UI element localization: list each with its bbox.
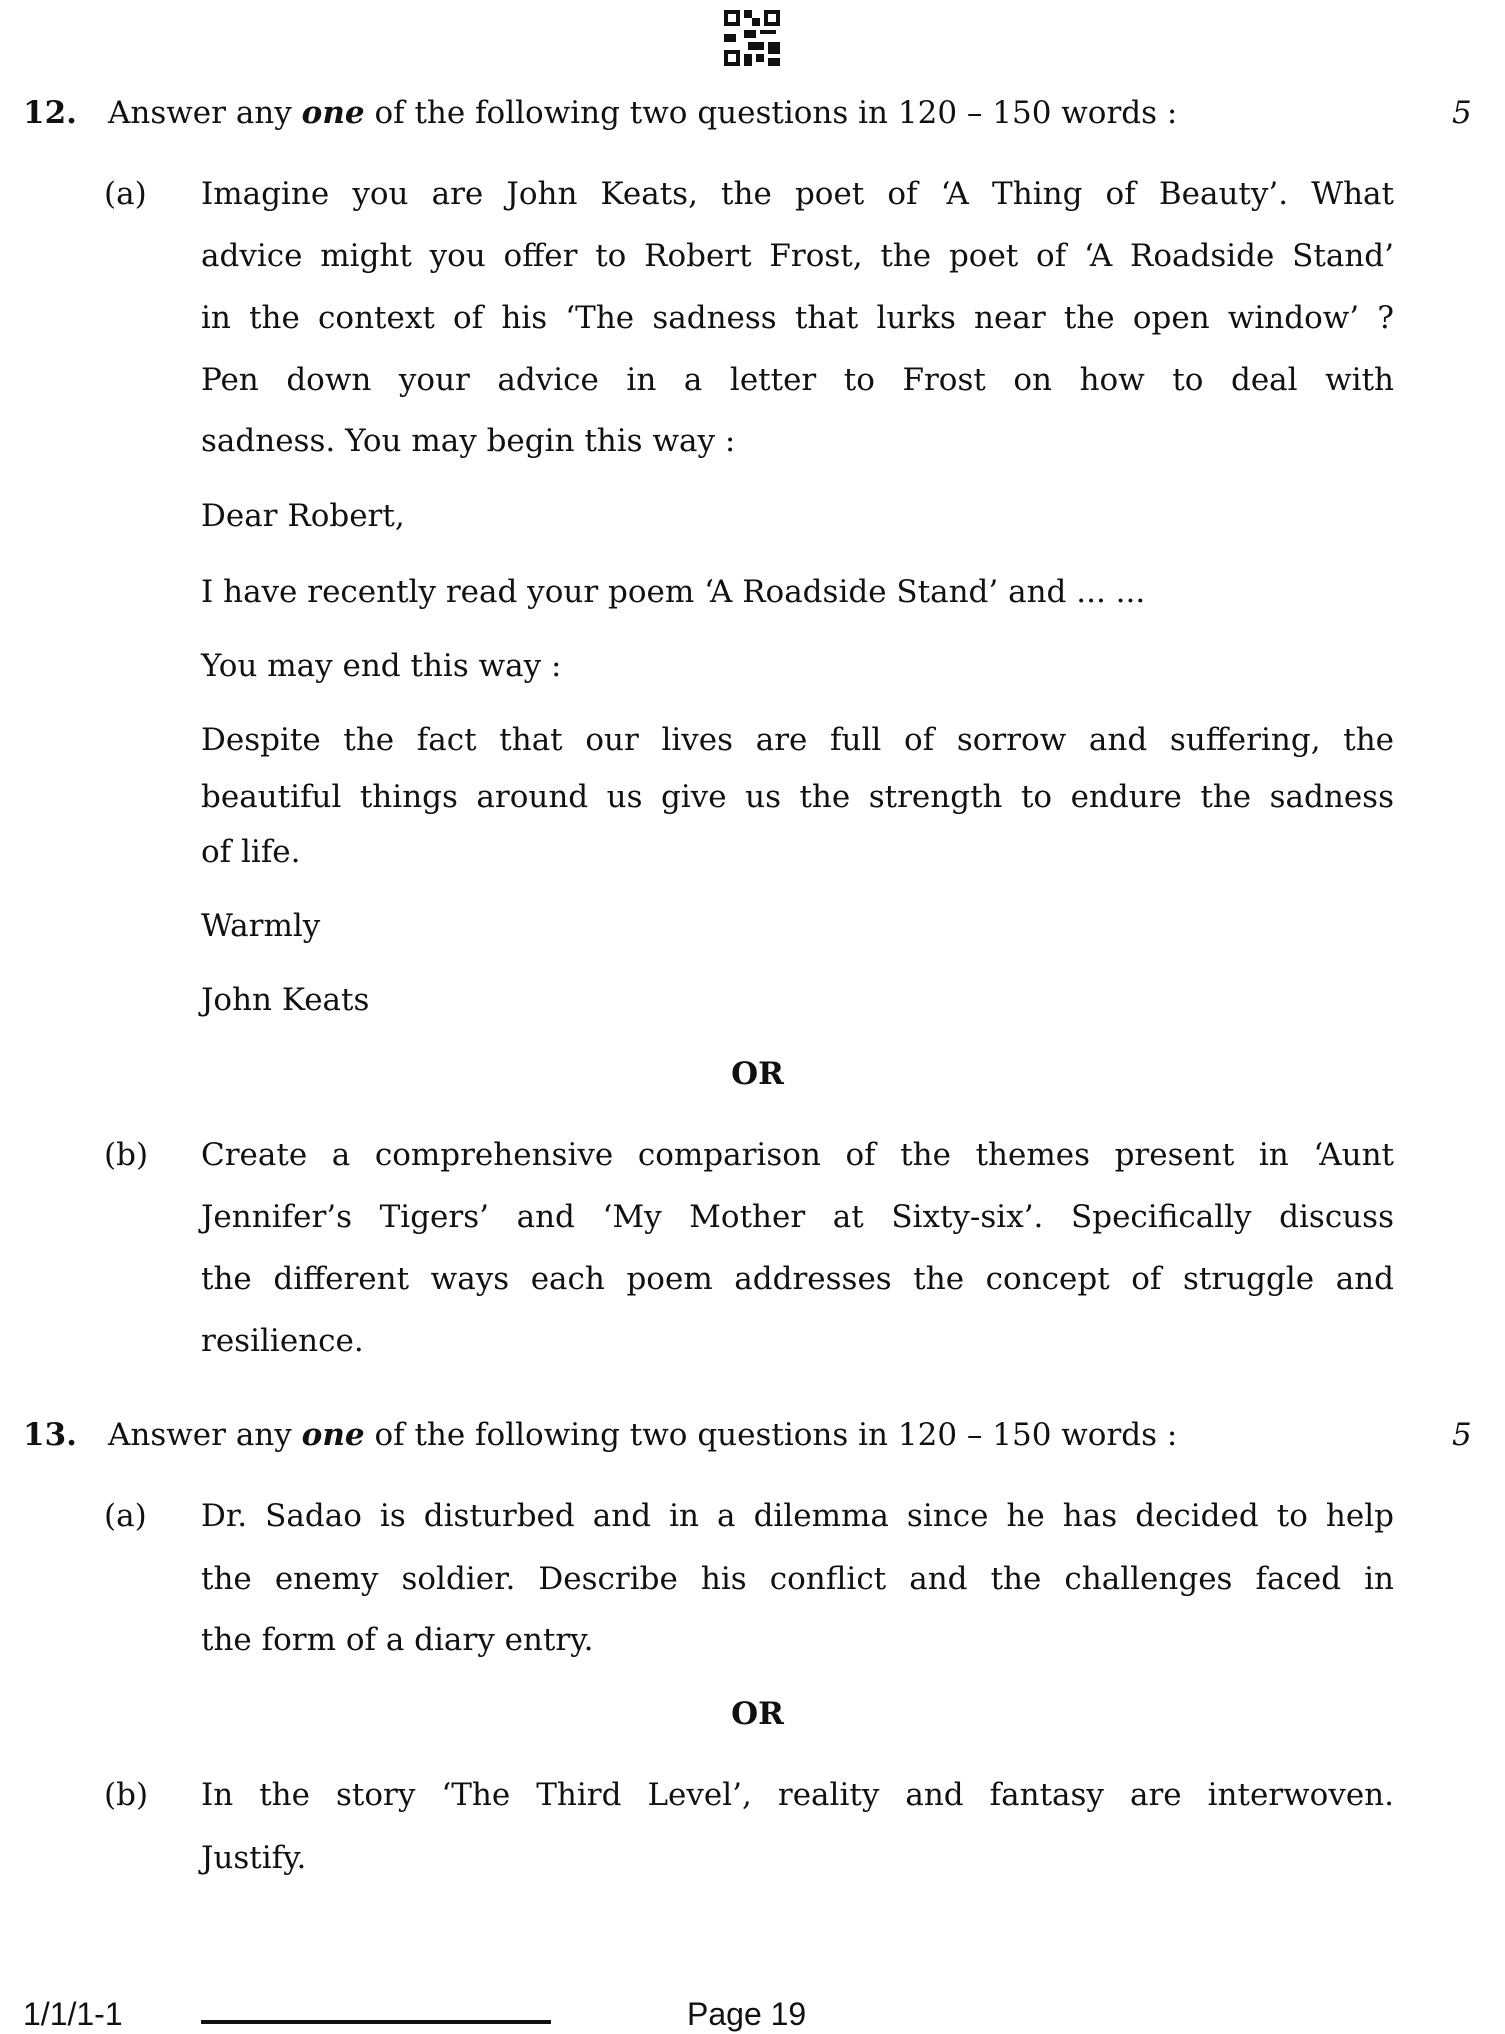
closing-line: of life. — [201, 834, 301, 870]
footer-rule — [201, 2020, 551, 2024]
question-marks: 5 — [1452, 1417, 1472, 1453]
letter-valediction: Warmly — [201, 908, 321, 944]
closing-line: beautiful things around us give us the strength to endure the sadness — [201, 779, 1394, 815]
instruction-text: of the following two questions in 120 – 150 words : — [364, 95, 1178, 131]
option-label: (a) — [104, 176, 147, 212]
letter-salutation: Dear Robert, — [201, 498, 405, 534]
closing-line: Despite the fact that our lives are full of sorrow and suffering, the — [201, 722, 1394, 758]
question-text-line: Pen down your advice in a letter to Frost on how to deal with — [201, 362, 1394, 398]
question-instruction — [108, 95, 1178, 131]
end-instruction: You may end this way : — [201, 648, 562, 684]
question-text-line: resilience. — [201, 1323, 364, 1359]
question-text-line: in the context of his ‘The sadness that lurks near the open window’ ? — [201, 300, 1394, 336]
option-label: (b) — [104, 1777, 149, 1813]
question-number: 13. — [23, 1417, 77, 1453]
instruction-text: of the following two questions in 120 – 150 words : — [364, 1417, 1178, 1453]
footer-code: 1/1/1-1 — [23, 1996, 123, 2032]
question-number: 12. — [23, 95, 77, 131]
question-text-line: Create a comprehensive comparison of the themes present in ‘Aunt — [201, 1137, 1394, 1173]
question-text-line: Dr. Sadao is disturbed and in a dilemma since he has decided to help — [201, 1498, 1394, 1534]
question-text-line: sadness. You may begin this way : — [201, 423, 736, 459]
question-text-line: In the story ‘The Third Level’, reality and fantasy are interwoven. — [201, 1777, 1394, 1813]
question-text-line: Jennifer’s Tigers’ and ‘My Mother at Sixty-six’. Specifically discuss — [201, 1199, 1394, 1235]
instruction-text: Answer any — [108, 1417, 302, 1453]
instruction-text: Answer any — [108, 95, 302, 131]
letter-opening: I have recently read your poem ‘A Roadside Stand’ and ... ... — [201, 574, 1146, 610]
question-text-line: Imagine you are John Keats, the poet of ‘A Thing of Beauty’. What — [201, 176, 1394, 212]
question-marks: 5 — [1452, 95, 1472, 131]
letter-signature: John Keats — [201, 982, 370, 1018]
instruction-emphasis: one — [301, 95, 365, 131]
option-label: (b) — [104, 1137, 149, 1173]
page-number: Page 19 — [687, 1996, 807, 2032]
instruction-emphasis: one — [301, 1417, 365, 1453]
or-separator: OR — [731, 1056, 784, 1092]
question-text-line: the enemy soldier. Describe his conflict and the challenges faced in — [201, 1561, 1394, 1597]
question-text-line: the different ways each poem addresses the concept of struggle and — [201, 1261, 1394, 1297]
qr-code-icon — [724, 10, 780, 66]
question-text-line: the form of a diary entry. — [201, 1622, 594, 1658]
question-instruction — [108, 1417, 1178, 1453]
question-text-line: advice might you offer to Robert Frost, the poet of ‘A Roadside Stand’ — [201, 238, 1394, 274]
option-label: (a) — [104, 1498, 147, 1534]
or-separator: OR — [731, 1696, 784, 1732]
question-text-line: Justify. — [201, 1840, 307, 1876]
